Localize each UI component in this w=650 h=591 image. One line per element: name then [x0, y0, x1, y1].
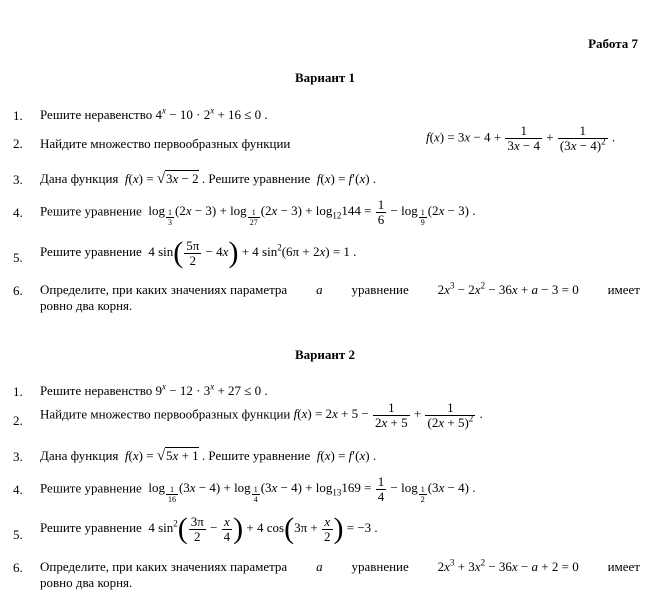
v1-p3-text: Дана функция — [40, 171, 119, 186]
v2-p4 — [40, 475, 476, 504]
v1-p4-text: Решите уравнение — [40, 203, 142, 219]
v1-p6-line2: ровно два корня. — [40, 298, 133, 313]
v1-p2-text: Найдите множество первообразных функции — [40, 136, 291, 151]
v1-p3-number: 3. — [13, 172, 23, 187]
v2-p4-math: log $_{\frac{1}{16}}$ (3x − 4) + log $_{\frac{1}{4}}$ $(3x - 4) + \log_{13}169$ = $\frac{1}{4}$ − log $_{\frac{1}{2}}$ (3x − 4) . — [148, 474, 476, 504]
v2-p3 — [40, 448, 376, 464]
v2-p4-text: Решите уравнение — [40, 480, 142, 496]
v2-p6-line1 — [40, 559, 640, 575]
v2-p5-number: 5. — [13, 527, 23, 542]
variant-2-title: Вариант 2 — [294, 347, 356, 362]
v2-p5-math: 4 $\sin^2$( $\frac{3\pi}{2}$ − $\frac{x}{4}$ ) + 4 cos(3π + $\frac{x}{2}$ ) = −3 . — [148, 512, 378, 545]
v2-p6-text2: уравнение — [351, 559, 409, 574]
v1-p2-number: 2. — [13, 136, 23, 151]
v1-p6-line1 — [40, 282, 640, 298]
v2-p2-text: Найдите множество первообразных функции — [40, 406, 291, 422]
v1-p6-text2: уравнение — [351, 282, 409, 297]
v2-p4-number: 4. — [13, 482, 23, 497]
v2-p3-math: f(x) = √5x + 1 — [124, 448, 199, 464]
v1-p1-text: Решите неравенство — [40, 107, 153, 122]
v2-p1 — [40, 383, 268, 399]
v2-p2-math: f(x) = 2x + 5 − $\frac{1}{2x + 5}$ + $\frac{1}{(2x + 5)^2}$ . — [293, 400, 483, 430]
v1-p3-math: f(x) = √3x − 2 — [124, 171, 199, 187]
v2-p3-text: Дана функция — [40, 448, 119, 463]
v1-p6-text: Определите, при каких значениях параметра — [40, 282, 288, 297]
v1-p5-text: Решите уравнение — [40, 243, 142, 259]
v1-p1 — [40, 107, 268, 123]
v1-p6-text3: имеет — [607, 282, 640, 297]
v2-p6-line2: ровно два корня. — [40, 575, 133, 590]
v2-p6-math: $2x^3 + 3x^2 - 36x - a + 2 = 0$ — [437, 557, 579, 574]
v2-p1-math: $9^x - 12 \cdot 3^x + 27 \le 0$ . — [155, 381, 268, 398]
v1-p1-number: 1. — [13, 108, 23, 123]
v1-p3-math2: f(x) = f′(x) . — [316, 171, 377, 186]
v2-p1-number: 1. — [13, 384, 23, 399]
v2-p6-param: a — [316, 559, 323, 574]
v1-p6-param: a — [316, 282, 323, 297]
v2-p6-number: 6. — [13, 560, 23, 575]
v1-p2-math: f(x) = 3x − 4 + $\frac{1}{3x - 4}$ + $\frac{1}{(3x - 4)^2}$ . — [426, 123, 616, 153]
v1-p4-math: log $_{\frac{1}{3}}$ (2x − 3) + log $_{\frac{1}{27}}$ $(2x - 3) + \log_{12}144$ = $\frac{1}{6}$ − log $_{\frac{1}{9}}$ (2x − 3) . — [148, 197, 476, 227]
variant-1-title: Вариант 1 — [294, 70, 356, 85]
work-title: Работа 7 — [588, 36, 638, 51]
v2-p3-text2: . Решите уравнение — [201, 448, 311, 463]
v2-p1-text: Решите неравенство — [40, 383, 153, 398]
v2-p2-number: 2. — [13, 413, 23, 428]
v1-p5-math: 4 sin( $\frac{5\pi}{2}$ − 4x) + 4 $\sin^2(6\pi + 2x) = 1$ . — [148, 236, 357, 269]
v1-p6-number: 6. — [13, 283, 23, 298]
v2-p2 — [40, 401, 483, 430]
v1-p4 — [40, 198, 476, 227]
v1-p1-math: $4^x - 10 \cdot 2^x + 16 \le 0$ . — [155, 105, 268, 122]
v2-p3-number: 3. — [13, 449, 23, 464]
v1-p3-text2: . Решите уравнение — [201, 171, 311, 186]
v1-p5-number: 5. — [13, 250, 23, 265]
v1-p5 — [40, 238, 356, 268]
v2-p3-math2: f(x) = f′(x) . — [316, 448, 377, 463]
v1-p3 — [40, 171, 376, 187]
v2-p5-text: Решите уравнение — [40, 519, 142, 535]
v2-p6-text: Определите, при каких значениях параметра — [40, 559, 288, 574]
v1-p4-number: 4. — [13, 205, 23, 220]
v2-p5 — [40, 514, 378, 544]
v1-p6-math: $2x^3 - 2x^2 - 36x + a - 3 = 0$ — [437, 280, 579, 297]
v2-p6-text3: имеет — [607, 559, 640, 574]
